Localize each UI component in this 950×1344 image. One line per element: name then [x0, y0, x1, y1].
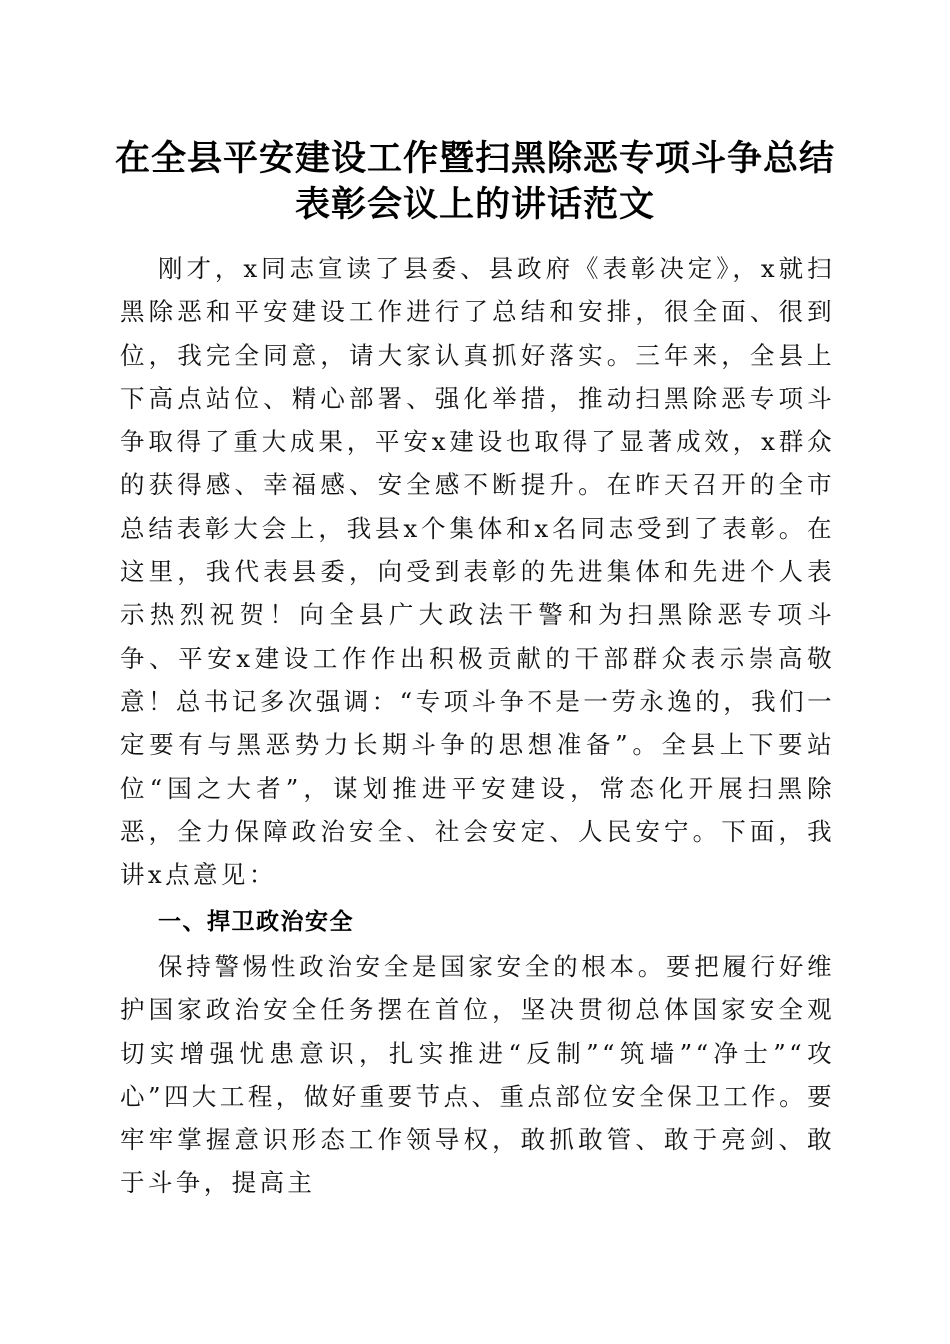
section-heading-1: 一、捍卫政治安全 [158, 909, 354, 935]
document-title-line-2: 表彰会议上的讲话范文 [294, 185, 655, 225]
document-title-line-1: 在全县平安建设工作暨扫黑除恶专项斗争总结 [114, 139, 835, 179]
section-1-paragraph: 保持警惕性政治安全是国家安全的根本。要把履行好维护国家政治安全任务摆在首位，坚决贯彻总体国家安全观切实增强忧患意识，扎实推进“反制”“筑墙”“净士”“攻心”四大工程，做好重要节点、重点部位安全保卫工作。要牢牢掌握意识形态工作领导权，敢抓敢管、敢于亮剑、敢于斗争，提高主 [120, 952, 835, 1198]
opening-paragraph: 刚才，x同志宣读了县委、县政府《表彰决定》，x就扫黑除恶和平安建设工作进行了总结和安排，很全面、很到位，我完全同意，请大家认真抓好落实。三年来，全县上下高点站位、精心部署、强化举措，推动扫黑除恶专项斗争取得了重大成果，平安x建设也取得了显著成效，x群众的获得感、幸福感、安全感不断提升。在昨天召开的全市总结表彰大会上，我县x个集体和x名同志受到了表彰。在这里，我代表县委，向受到表彰的先进集体和先进个人表示热烈祝贺！向全县广大政法干警和为扫黑除恶专项斗争、平安x建设工作作出积极贡献的干部群众表示崇高敬意！总书记多次强调：“专项斗争不是一劳永逸的，我们一定要有与黑恶势力长期斗争的思想准备”。全县上下要站位“国之大者”，谋划推进平安建设，常态化开展扫黑除恶，全力保障政治安全、社会安定、人民安宁。下面，我讲x点意见： [120, 254, 835, 890]
